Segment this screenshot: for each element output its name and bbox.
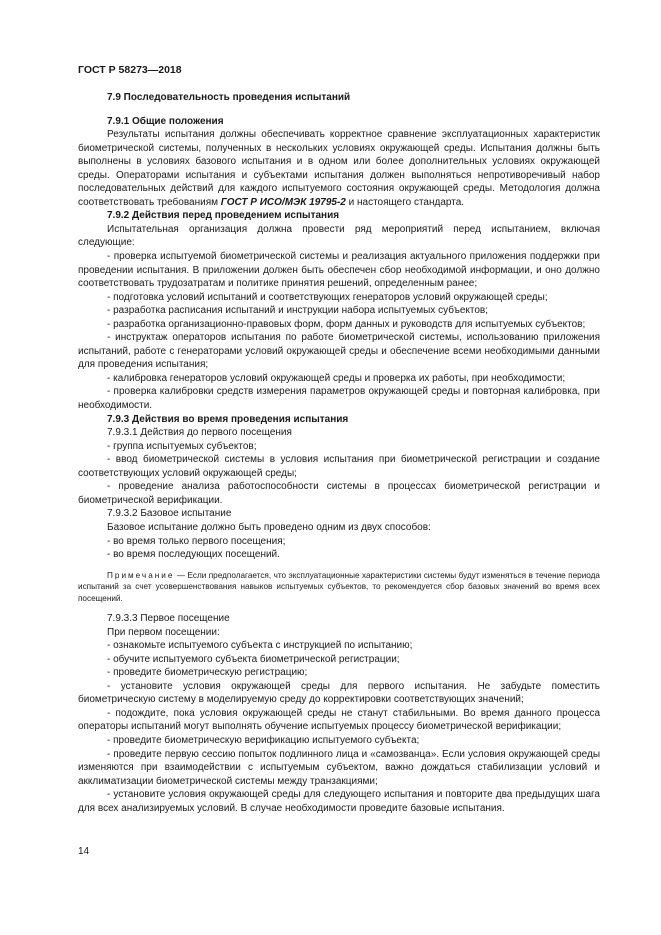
list-item: - во время последующих посещений. bbox=[107, 549, 280, 561]
section-7-9-1-paragraph bbox=[78, 128, 600, 209]
list-item: - проведите первую сессию попыток подлинного лица и «самозванца». Если условия окружающей среды изменяются при взаимодействии с испытуемым субъектом, важно дождаться стабилизации условий и акклиматизации биометрической системы между транзакциями; bbox=[78, 748, 600, 787]
paragraph-text-end: и настоящего стандарта. bbox=[345, 196, 465, 208]
section-7-9-1-title: 7.9.1 Общие положения bbox=[107, 115, 224, 127]
note bbox=[78, 570, 600, 605]
list-item: - ознакомьте испытуемого субъекта с инструкцией по испытанию; bbox=[107, 640, 413, 652]
list-item: - установите условия окружающей среды для следующего испытания и повторите два предыдущих шага для всех анализируемых условий. В случае необходимости проведите базовые испытания. bbox=[78, 789, 600, 814]
section-7-9-3-2-title: 7.9.3.2 Базовое испытание bbox=[107, 508, 232, 520]
document-header: ГОСТ Р 58273—2018 bbox=[78, 64, 182, 76]
section-7-9-3-title: 7.9.3 Действия во время проведения испытания bbox=[107, 413, 349, 425]
list-item: - подготовка условий испытаний и соответствующих генераторов условий окружающей среды; bbox=[107, 291, 548, 303]
list-item: - проведите биометрическую регистрацию; bbox=[107, 667, 308, 679]
section-7-9-3-1-title: 7.9.3.1 Действия до первого посещения bbox=[107, 427, 292, 439]
section-7-9-3-3-intro: При первом посещении: bbox=[107, 626, 220, 638]
document-body bbox=[78, 91, 600, 815]
section-7-9-title: 7.9 Последовательность проведения испытаний bbox=[107, 92, 351, 103]
list-item: - установите условия окружающей среды для первого испытания. Не забудьте поместить биометрическую систему в моделируемую среду до корректировки соответствующих значений; bbox=[78, 680, 600, 706]
list-item: - проверка калибровки средств измерения параметров окружающей среды и повторная калибровка, при необходимости. bbox=[78, 386, 600, 412]
list-item: - калибровка генераторов условий окружающей среды и проверка их работы, при необходимости; bbox=[107, 372, 566, 384]
list-item: - группа испытуемых субъектов; bbox=[107, 440, 257, 452]
section-7-9-2-intro: Испытательная организация должна провести ряд мероприятий перед испытанием, включая следующие: bbox=[78, 223, 600, 249]
list-item: - во время только первого посещения; bbox=[107, 535, 286, 547]
note-text: — Если предполагается, что эксплуатационные характеристики системы будут изменяться в течение периода испытаний за счет усовершенствования навыков испытуемых субъектов, то рекомендуется сбор базовых значений во время всех посещений. bbox=[78, 570, 600, 603]
list-item: - инструктаж операторов испытания по работе биометрической системы, использованию приложения испытаний, работе с генераторами условий окружающей среды и обеспечение всеми необходимыми данными для проведения испытания; bbox=[78, 332, 600, 371]
section-7-9-3-2-intro: Базовое испытание должно быть проведено одним из двух способов: bbox=[107, 521, 431, 533]
list-item: - подождите, пока условия окружающей среды не станут стабильными. Во время данного процесса операторы испытаний могут выполнять обучение испытуемых процессу биометрической верификации; bbox=[78, 707, 600, 733]
list-item: - обучите испытуемого субъекта биометрической регистрации; bbox=[107, 653, 400, 665]
section-7-9-2-title: 7.9.2 Действия перед проведением испытания bbox=[107, 210, 340, 222]
list-item: - проведите биометрическую верификацию испытуемого субъекта; bbox=[107, 735, 420, 747]
section-7-9-3-3-title: 7.9.3.3 Первое посещение bbox=[107, 613, 230, 625]
page-number: 14 bbox=[78, 846, 90, 857]
paragraph-text: Результаты испытания должны обеспечивать корректное сравнение эксплуатационных характеристик биометрической системы, полученных в нескольких условиях окружающей среды. Испытания должны быть выполнены в условиях базового испытания и в одном или более дополнительных условиях окружающей среды. Операторами испытания и субъектами испытания должен выполняться непротиворечивый набор последовательных действий для каждого испытуемого состояния окружающей среды. Методология должна соответствовать требованиям bbox=[78, 129, 600, 208]
list-item: - разработка организационно-правовых форм, форм данных и руководств для испытуемых субъектов; bbox=[107, 318, 586, 330]
standard-reference: ГОСТ Р ИСО/МЭК 19795-2 bbox=[220, 196, 346, 208]
list-item: - проведение анализа работоспособности системы в процессах биометрической регистрации и биометрической верификации. bbox=[78, 481, 600, 506]
list-item: - проверка испытуемой биометрической системы и реализация актуального приложения поддержки при проведении испытания. В приложении должен быть обеспечен сбор необходимой информации, и оно должно соответствовать трудозатратам и политике принятия решений, определенным ранее; bbox=[78, 251, 600, 290]
note-label: Примечание bbox=[107, 570, 175, 580]
list-item: - разработка расписания испытаний и инструкции набора испытуемых субъектов; bbox=[107, 305, 489, 317]
list-item: - ввод биометрической системы в условия испытания при биометрической регистрации и создание соответствующих условий окружающей среды; bbox=[78, 454, 600, 479]
